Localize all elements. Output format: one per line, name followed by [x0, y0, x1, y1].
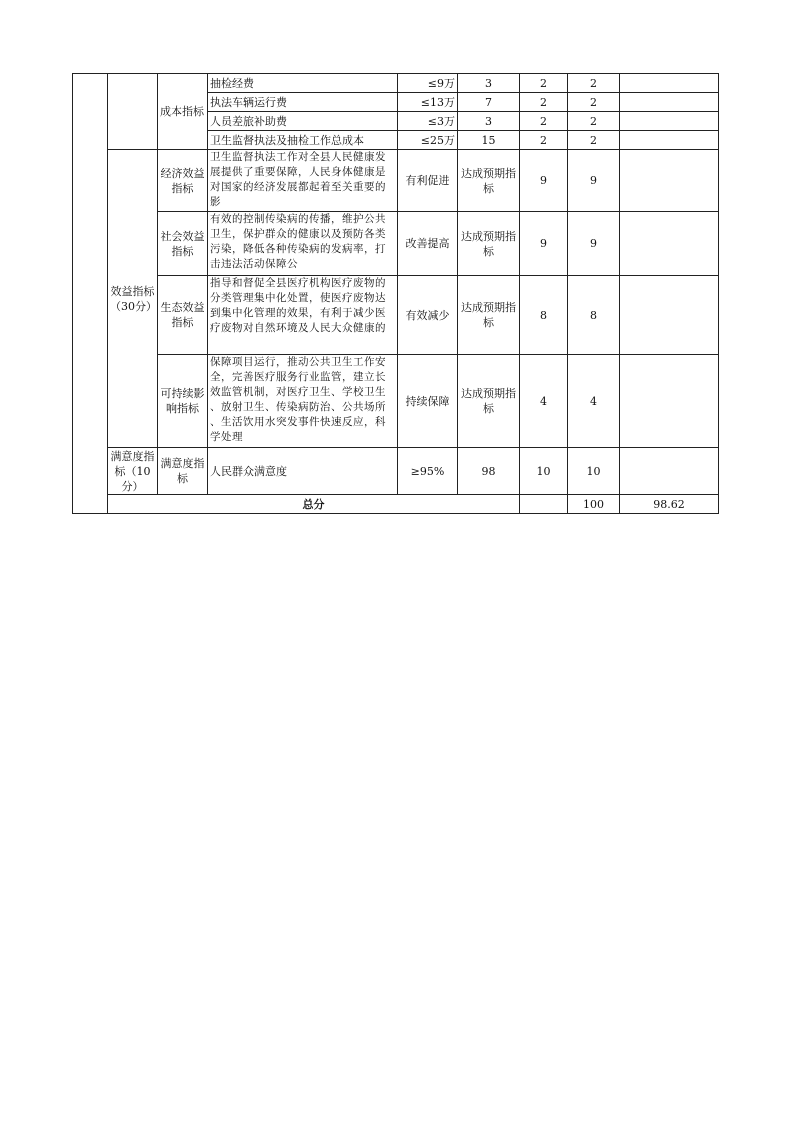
- benefit-description-text: 指导和督促全县医疗机构医疗废物的 分类管理集中化处置，使医疗废物达 到集中化管理的效果，有利于减少医 疗废物对自然环境及人民大众健康的: [210, 277, 386, 334]
- table-row: [73, 355, 719, 448]
- indicator-weight: 15: [458, 131, 520, 150]
- benefit-weight: 9: [520, 212, 568, 276]
- benefit-description: [208, 276, 398, 355]
- indicator-name: 执法车辆运行费: [208, 93, 398, 112]
- benefit-description-text: 有效的控制传染病的传播，维护公共 卫生，保护群众的健康以及预防各类 污染，降低各种传染病的发病率，打 击违法活动保障公: [210, 213, 386, 270]
- benefit-score: 9: [568, 150, 620, 212]
- benefit-category: 可持续影响指标: [158, 355, 208, 448]
- total-weight: 100: [568, 495, 620, 514]
- benefit-note: [620, 212, 719, 276]
- benefit-description-text: 保障项目运行，推动公共卫生工作安 全，完善医疗服务行业监管，建立长 效监管机制，对医疗卫生、学校卫生 、放射卫生、传染病防治、公共场所 、生活饮用水突发事件快速反应，科学处理: [210, 356, 386, 443]
- total-score: 98.62: [620, 495, 719, 514]
- satisfaction-target: ≥95%: [398, 448, 458, 495]
- satisfaction-category: 满意度指标: [158, 448, 208, 495]
- satisfaction-name: 人民群众满意度: [208, 448, 398, 495]
- benefit-category: 社会效益指标: [158, 212, 208, 276]
- cost-category: 成本指标: [158, 74, 208, 150]
- satisfaction-weight: 10: [520, 448, 568, 495]
- indicator-score: 2: [520, 112, 568, 131]
- indicator-actual: 2: [568, 74, 620, 93]
- benefit-score: 9: [568, 212, 620, 276]
- table-row: [73, 448, 719, 495]
- benefit-score: 4: [568, 355, 620, 448]
- indicator-actual: 2: [568, 93, 620, 112]
- indicator-score: 2: [520, 93, 568, 112]
- table-row: [73, 495, 719, 514]
- indicator-score: 2: [520, 74, 568, 93]
- indicator-score: 2: [520, 131, 568, 150]
- table-row: [73, 276, 719, 355]
- indicator-weight: 3: [458, 112, 520, 131]
- indicator-note: [620, 93, 719, 112]
- benefit-actual: 达成预期指 标: [458, 355, 520, 448]
- benefit-weight: 4: [520, 355, 568, 448]
- indicator-note: [620, 112, 719, 131]
- benefit-description-text: 卫生监督执法工作对全县人民健康发 展提供了重要保障，人民身体健康是 对国家的经济发展都起着至关重要的影: [210, 151, 386, 208]
- benefit-target: 有利促进: [398, 150, 458, 212]
- benefit-note: [620, 355, 719, 448]
- indicator-note: [620, 131, 719, 150]
- indicator-note: [620, 74, 719, 93]
- indicator-target: ≤25万: [398, 131, 458, 150]
- benefit-target: 有效减少: [398, 276, 458, 355]
- benefit-description: [208, 150, 398, 212]
- satisfaction-score: 10: [568, 448, 620, 495]
- benefit-description: [208, 212, 398, 276]
- benefit-target: 持续保障: [398, 355, 458, 448]
- performance-table: [72, 73, 719, 514]
- table-row: [73, 74, 719, 93]
- indicator-name: 卫生监督执法及抽检工作总成本: [208, 131, 398, 150]
- benefit-actual: 达成预期指 标: [458, 276, 520, 355]
- indicator-target: ≤13万: [398, 93, 458, 112]
- table-row: [73, 150, 719, 212]
- benefit-actual: 达成预期指 标: [458, 212, 520, 276]
- benefit-description: [208, 355, 398, 448]
- satisfaction-note: [620, 448, 719, 495]
- blank-level1-cell: [73, 74, 108, 514]
- indicator-actual: 2: [568, 131, 620, 150]
- indicator-name: 抽检经费: [208, 74, 398, 93]
- indicator-target: ≤3万: [398, 112, 458, 131]
- indicator-name: 人员差旅补助费: [208, 112, 398, 131]
- benefit-weight: 9: [520, 150, 568, 212]
- benefit-category: 生态效益指标: [158, 276, 208, 355]
- benefit-note: [620, 150, 719, 212]
- benefit-note: [620, 276, 719, 355]
- indicator-weight: 3: [458, 74, 520, 93]
- indicator-actual: 2: [568, 112, 620, 131]
- blank-level2-cell: [108, 74, 158, 150]
- benefit-actual: 达成预期指 标: [458, 150, 520, 212]
- benefit-label: 效益指标（30分）: [108, 150, 158, 448]
- benefit-target: 改善提高: [398, 212, 458, 276]
- benefit-weight: 8: [520, 276, 568, 355]
- total-label: 总分: [108, 495, 520, 514]
- benefit-score: 8: [568, 276, 620, 355]
- table-row: [73, 212, 719, 276]
- satisfaction-label: 满意度指标（10分）: [108, 448, 158, 495]
- indicator-target: ≤9万: [398, 74, 458, 93]
- total-blank-cell: [520, 495, 568, 514]
- benefit-category: 经济效益指标: [158, 150, 208, 212]
- satisfaction-actual: 98: [458, 448, 520, 495]
- indicator-weight: 7: [458, 93, 520, 112]
